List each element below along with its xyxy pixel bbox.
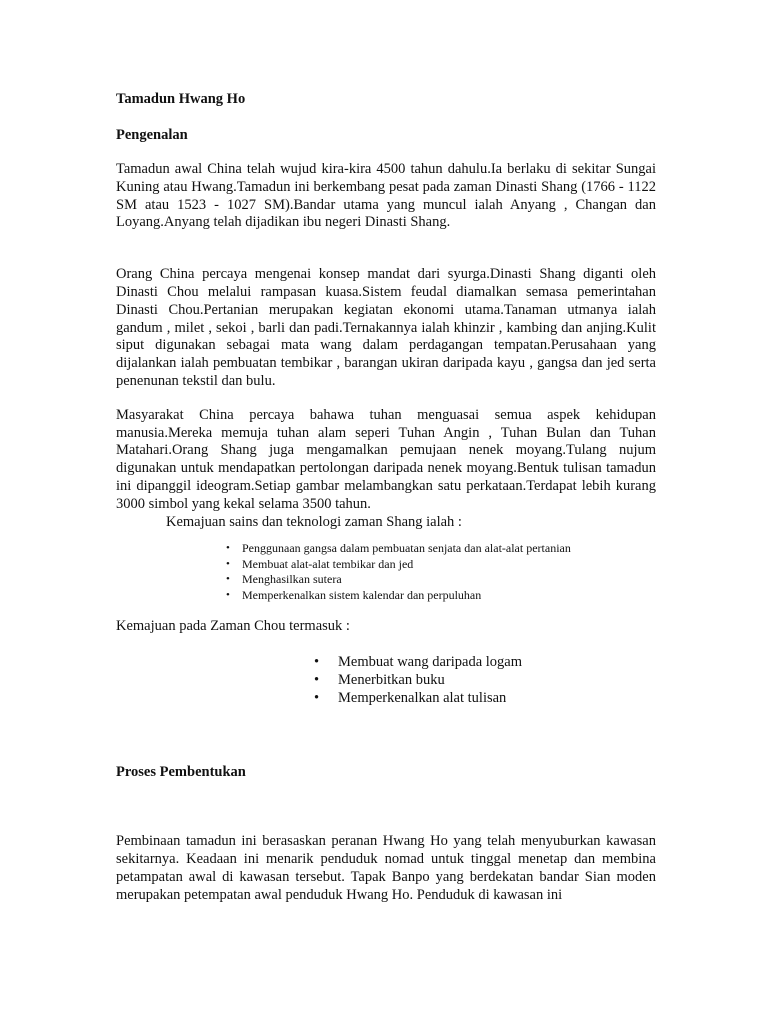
- chou-advances-intro: Kemajuan pada Zaman Chou termasuk :: [116, 618, 350, 635]
- shang-advances-intro: Kemajuan sains dan teknologi zaman Shang ialah :: [166, 513, 462, 530]
- list-item: • Membuat alat-alat tembikar dan jed: [226, 556, 414, 571]
- shang-advances-list: [226, 541, 656, 603]
- list-item: • Menerbitkan buku: [314, 672, 445, 689]
- paragraph-intro: Tamadun awal China telah wujud kira-kira 4500 tahun dahulu.Ia berlaku di sekitar Sungai Kuning atau Hwang.Tamadun ini berkembang pesat pada zaman Dinasti Shang (1766 - 1122 SM atau 1523 - 1027 SM).Bandar utama yang muncul ialah Anyang , Changan dan Loyang.Anyang telah dijadikan ibu negeri Dinasti Shang.: [116, 161, 656, 231]
- chou-advances-list: [314, 653, 656, 707]
- paragraph-mandate: Orang China percaya mengenai konsep mandat dari syurga.Dinasti Shang diganti oleh Dinasti Chou melalui rampasan kuasa.Sistem feudal diamalkan semasa pemerintahan Dinasti Chou.Pertanian merupakan kegiatan ekonomi utama.Tanaman utmanya ialah gandum , milet , sekoi , barli dan padi.Ternakannya ialah khinzir , kambing dan anjing.Kulit siput digunakan sebagai mata wang dalam perdagangan tempatan.Perusahaan yang dijalankan ialah pembuatan tembikar , barangan ukiran daripada kayu , gangsa dan jed serta penenunan tekstil dan bulu.: [116, 266, 656, 389]
- list-item: • Menghasilkan sutera: [226, 572, 342, 587]
- bullet-icon: •: [314, 654, 320, 671]
- list-item: • Memperkenalkan sistem kalendar dan perpuluhan: [226, 587, 482, 602]
- bullet-icon: •: [314, 672, 320, 689]
- bullet-icon: •: [226, 542, 230, 555]
- bullet-icon: •: [226, 573, 230, 586]
- paragraph-formation: Pembinaan tamadun ini berasaskan peranan Hwang Ho yang telah menyuburkan kawasan sekitarnya. Keadaan ini menarik penduduk nomad untuk tinggal menetap dan membina petampatan awal di kawasan tersebut. Tapak Banpo yang berdekatan bandar Sian moden merupakan petempatan awal penduduk Hwang Ho. Penduduk di kawasan ini: [116, 833, 656, 903]
- bullet-icon: •: [226, 557, 230, 570]
- section-heading-pengenalan: Pengenalan: [116, 127, 188, 143]
- list-item: • Memperkenalkan alat tulisan: [314, 690, 507, 707]
- bullet-icon: •: [226, 588, 230, 601]
- paragraph-beliefs: Masyarakat China percaya bahawa tuhan menguasai semua aspek kehidupan manusia.Mereka memuja tuhan alam seperi Tuhan Angin , Tuhan Bulan dan Tuhan Matahari.Orang Shang juga mengamalkan pemujaan nenek moyang.Tulang nujum digunakan untuk mendapatkan pertolongan daripada nenek moyang.Bentuk tulisan tamadun ini dipanggil ideogram.Setiap gambar melambangkan satu perkataan.Terdapat lebih kurang 3000 simbol yang kekal selama 3500 tahun.: [116, 406, 656, 512]
- document-body: [116, 90, 656, 905]
- list-item: • Membuat wang daripada logam: [314, 654, 523, 671]
- document-title: Tamadun Hwang Ho: [116, 91, 246, 107]
- section-heading-proses: Proses Pembentukan: [116, 764, 246, 781]
- list-item: • Penggunaan gangsa dalam pembuatan senjata dan alat-alat pertanian: [226, 541, 571, 556]
- bullet-icon: •: [314, 690, 320, 707]
